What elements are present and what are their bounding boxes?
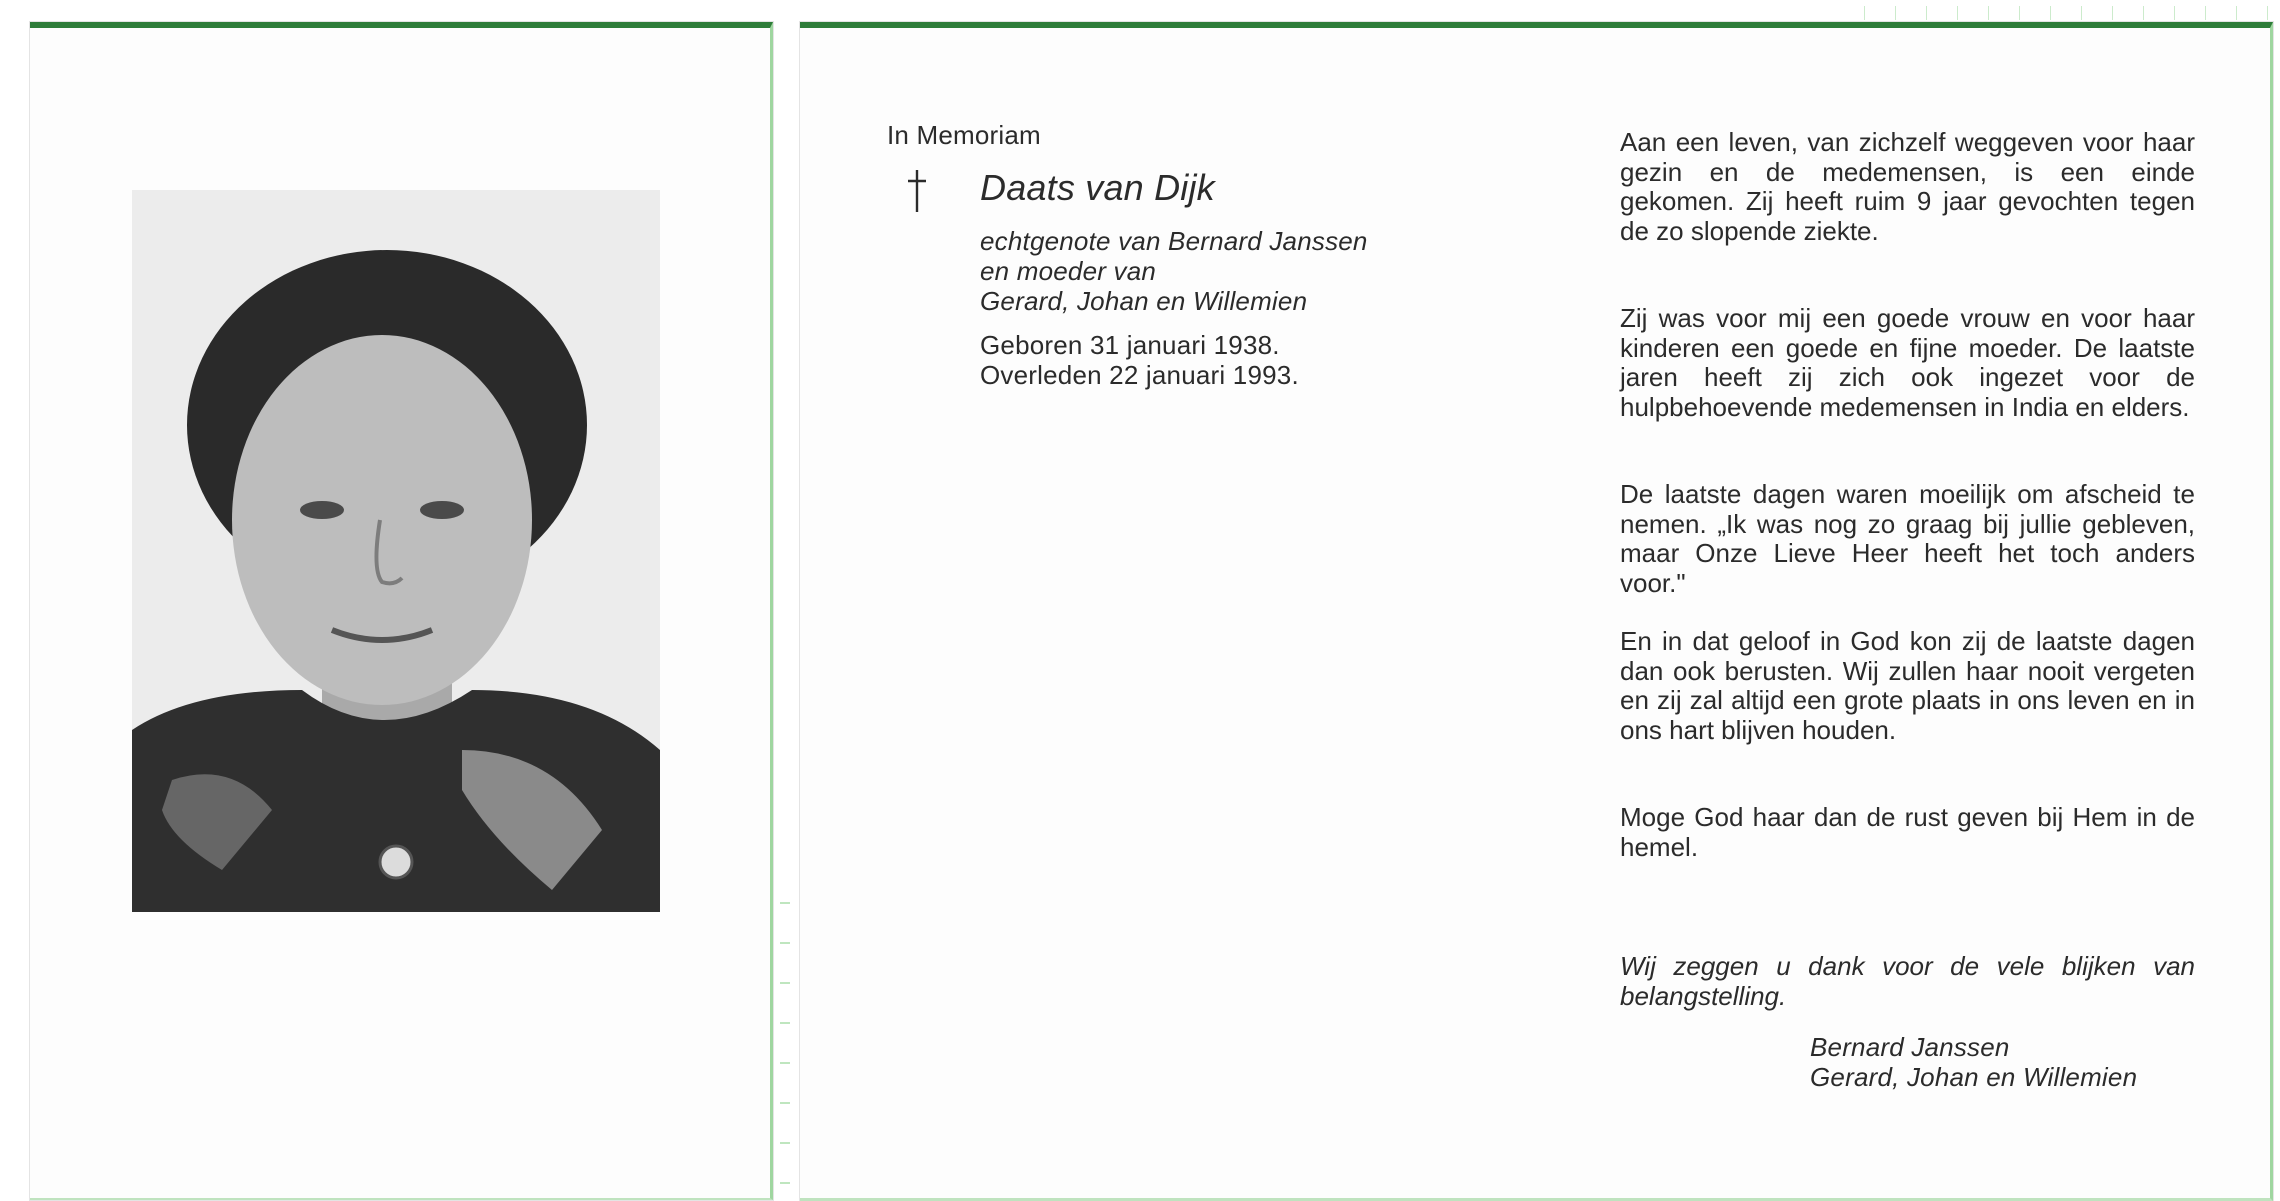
relation-line: Gerard, Johan en Willemien xyxy=(980,286,1308,316)
heading-in-memoriam: In Memoriam xyxy=(887,120,1041,150)
text-paragraph: Zij was voor mij een goede vrouw en voor haar kinderen een goede en fijne moeder. De laatste jaren heeft zij zich ook ingezet voor de hulpbehoevende medemensen in India en elders. xyxy=(1620,303,2195,422)
relation-line: en moeder van xyxy=(980,256,1157,286)
text-paragraph: En in dat geloof in God kon zij de laatste dagen dan ook berusten. Wij zullen haar nooit vergeten en zij zal altijd een grote plaats in ons leven en in ons hart blijven houden. xyxy=(1620,626,2195,745)
signature-line: Gerard, Johan en Willemien xyxy=(1810,1062,2138,1092)
death-date: Overleden 22 januari 1993. xyxy=(980,360,1299,390)
green-specks xyxy=(1850,6,2270,20)
portrait-illustration xyxy=(132,190,660,912)
cross-icon xyxy=(905,168,929,214)
text-paragraph: Aan een leven, van zichzelf weggeven voor haar gezin en de medemensen, is een einde gekomen. Zij heeft ruim 9 jaar gevochten tegen de zo slopende ziekte. xyxy=(1620,127,2195,246)
text-paragraph: De laatste dagen waren moeilijk om afscheid te nemen. „Ik was nog zo graag bij jullie gebleven, maar Onze Lieve Heer heeft het toch anders voor." xyxy=(1620,479,2195,598)
birth-date: Geboren 31 januari 1938. xyxy=(980,330,1280,360)
signature-line: Bernard Janssen xyxy=(1810,1032,2010,1062)
green-edge-specks xyxy=(780,880,790,1190)
text-paragraph: Moge God haar dan de rust geven bij Hem in de hemel. xyxy=(1620,802,2195,862)
thanks-note: Wij zeggen u dank voor de vele blijken van belangstelling. xyxy=(1620,951,2195,1011)
relation-line: echtgenote van Bernard Janssen xyxy=(980,226,1368,256)
deceased-name: Daats van Dijk xyxy=(980,167,1215,208)
portrait-photo xyxy=(132,190,660,912)
